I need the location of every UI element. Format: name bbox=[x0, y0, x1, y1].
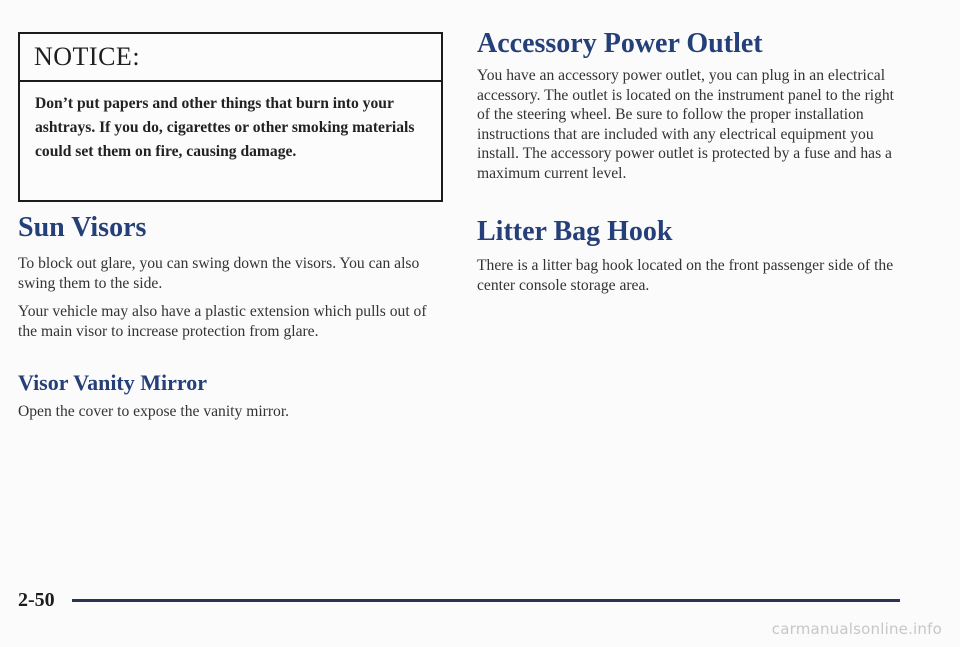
heading-litter-bag-hook: Litter Bag Hook bbox=[477, 216, 673, 247]
notice-body: Don’t put papers and other things that burn into your ashtrays. If you do, cigarettes or other smoking materials could set them on fire, causing damage. bbox=[35, 95, 415, 160]
paragraph-visor-vanity-mirror: Open the cover to expose the vanity mirror. bbox=[18, 403, 290, 420]
page-number: 2-50 bbox=[18, 589, 55, 611]
notice-header bbox=[20, 34, 441, 82]
watermark: carmanualsonline.info bbox=[771, 620, 942, 638]
heading-accessory-power-outlet: Accessory Power Outlet bbox=[477, 28, 763, 59]
paragraph-litter-bag-hook: There is a litter bag hook located on the front passenger side of the center console storage area. bbox=[477, 257, 894, 294]
notice-box bbox=[18, 32, 443, 202]
heading-visor-vanity-mirror: Visor Vanity Mirror bbox=[18, 370, 208, 395]
paragraph-sun-visors-1: To block out glare, you can swing down the visors. You can also swing them to the side. bbox=[18, 255, 420, 292]
paragraph-accessory-power-outlet: You have an accessory power outlet, you can plug in an electrical accessory. The outlet is located on the instrument panel to the right of the steering wheel. Be sure to follow the proper installation instructions that are included with any electrical equipment you install. The accessory power outlet is protected by a fuse and has a maximum current level. bbox=[477, 67, 895, 182]
notice-title: NOTICE: bbox=[34, 42, 141, 71]
heading-sun-visors: Sun Visors bbox=[18, 212, 147, 243]
paragraph-sun-visors-2: Your vehicle may also have a plastic extension which pulls out of the main visor to increase protection from glare. bbox=[18, 303, 427, 340]
footer-rule bbox=[72, 599, 900, 602]
